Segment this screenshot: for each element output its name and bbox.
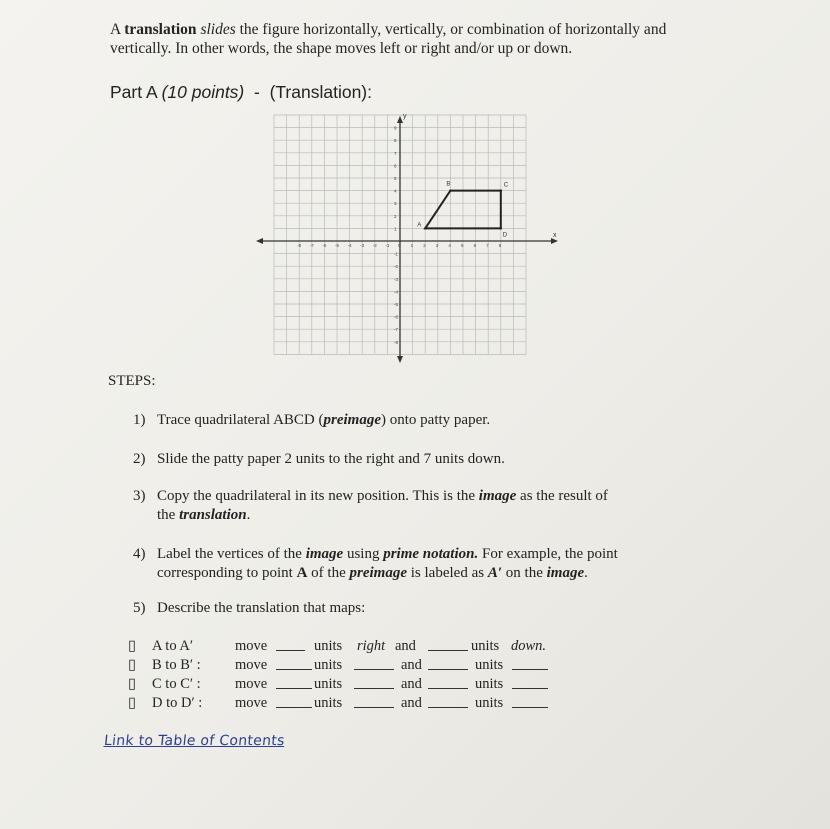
vertex-point bbox=[500, 227, 502, 229]
answer-blank[interactable] bbox=[512, 695, 548, 708]
y-tick-label: 6 bbox=[394, 163, 397, 169]
checkbox[interactable]: ▯ bbox=[128, 657, 136, 673]
x-tick-label: 3 bbox=[435, 243, 439, 248]
step-text: . bbox=[246, 507, 251, 523]
x-tick-label: 4 bbox=[448, 243, 451, 248]
step-5 bbox=[133, 599, 693, 618]
intro-verb: slides bbox=[200, 21, 236, 38]
step-2 bbox=[133, 450, 693, 469]
answer-blank[interactable] bbox=[354, 695, 394, 708]
x-tick-label: 1 bbox=[410, 243, 414, 248]
vertex-point bbox=[449, 189, 451, 191]
step-text: Describe the translation that maps: bbox=[157, 600, 366, 616]
y-tick-label: 8 bbox=[394, 138, 397, 144]
intro-lead: A bbox=[110, 21, 121, 38]
step-text: For example, the point bbox=[478, 546, 618, 562]
units-label: units bbox=[314, 676, 343, 692]
step-emphasis: image bbox=[546, 565, 585, 581]
y-tick-label: -5 bbox=[394, 302, 399, 307]
step-number: 3) bbox=[133, 488, 146, 504]
step-text: ) onto patty paper. bbox=[381, 412, 491, 428]
y-tick-label: 9 bbox=[394, 125, 397, 131]
answer-blank[interactable] bbox=[512, 657, 548, 670]
units-label: units bbox=[314, 638, 343, 654]
and-label: and bbox=[401, 676, 422, 692]
checkbox[interactable]: ▯ bbox=[128, 695, 136, 711]
step-emphasis: A′ bbox=[487, 565, 503, 581]
steps-heading: STEPS: bbox=[108, 373, 156, 389]
x-tick-label: 2 bbox=[423, 243, 426, 248]
units-label: units bbox=[475, 657, 504, 673]
x-tick-label: 7 bbox=[486, 243, 489, 248]
answer-blank[interactable] bbox=[276, 638, 305, 651]
y-tick-label: 3 bbox=[394, 201, 397, 207]
step-emphasis: translation bbox=[179, 507, 247, 523]
step-text: is labeled as bbox=[407, 565, 488, 581]
units-label: units bbox=[475, 695, 504, 711]
table-of-contents-link[interactable]: Link to Table of Contents bbox=[103, 733, 286, 749]
step-number: 2) bbox=[133, 451, 146, 467]
units-label: units bbox=[475, 676, 504, 692]
x-axis-label: x bbox=[553, 232, 557, 239]
answer-blank[interactable] bbox=[428, 657, 468, 670]
step-text: Label the vertices of the bbox=[157, 546, 306, 562]
y-tick-label: -2 bbox=[394, 264, 399, 270]
step-text: corresponding to point bbox=[157, 565, 297, 581]
step-3 bbox=[133, 487, 693, 525]
y-tick-label: 1 bbox=[394, 226, 397, 232]
move-label: move bbox=[235, 657, 268, 673]
x-tick-label: -2 bbox=[372, 243, 377, 248]
x-tick-label: -5 bbox=[335, 243, 340, 248]
direction-label: right bbox=[357, 638, 386, 654]
y-tick-label: 2 bbox=[394, 213, 397, 219]
vertex-point bbox=[424, 227, 426, 229]
checkbox[interactable]: ▯ bbox=[128, 638, 136, 654]
y-axis-arrow bbox=[397, 356, 403, 363]
step-number: 5) bbox=[133, 600, 146, 616]
y-tick-label: -4 bbox=[394, 289, 399, 295]
step-text: the bbox=[157, 507, 180, 523]
step-4 bbox=[133, 545, 703, 583]
intro-rest: the figure horizontally, vertically, or combination of horizontally and vertically. In other words, the shape moves left or right and/or up or down. bbox=[110, 21, 667, 57]
vertex-point bbox=[500, 189, 502, 191]
part-label: Part A bbox=[110, 82, 157, 102]
x-tick-label: -6 bbox=[322, 243, 327, 248]
part-a-heading bbox=[110, 82, 372, 103]
vertex-label: B bbox=[446, 181, 451, 188]
vertex-pair: A to A′ bbox=[152, 638, 194, 654]
answer-blank[interactable] bbox=[354, 657, 394, 670]
step-text: Trace quadrilateral ABCD ( bbox=[157, 412, 324, 428]
y-tick-label: -7 bbox=[394, 327, 399, 333]
vertex-pair: C to C′ : bbox=[152, 676, 201, 692]
y-tick-label: -8 bbox=[394, 339, 399, 345]
step-emphasis: preimage bbox=[349, 565, 407, 581]
vertex-label: C bbox=[503, 182, 509, 189]
step-number: 4) bbox=[133, 546, 146, 562]
step-1 bbox=[133, 411, 693, 430]
vertex-pair: B to B′ : bbox=[152, 657, 201, 673]
x-tick-label: -8 bbox=[297, 243, 302, 248]
y-tick-label: 5 bbox=[394, 176, 397, 181]
step-text: on the bbox=[502, 565, 547, 581]
step-number: 1) bbox=[133, 412, 146, 428]
x-tick-label: 0 bbox=[398, 243, 401, 248]
y-tick-label: -6 bbox=[394, 314, 399, 320]
x-tick-label: -7 bbox=[309, 243, 314, 248]
x-tick-label: -3 bbox=[360, 243, 365, 248]
and-label: and bbox=[401, 695, 422, 711]
step-emphasis: image bbox=[305, 546, 344, 562]
answer-blank[interactable] bbox=[428, 638, 468, 651]
and-label: and bbox=[401, 657, 422, 673]
y-axis-label: y bbox=[403, 113, 407, 120]
x-tick-label: -1 bbox=[385, 243, 390, 248]
step-emphasis: prime notation. bbox=[383, 546, 479, 562]
units-label: units bbox=[314, 695, 343, 711]
move-label: move bbox=[235, 676, 268, 692]
and-label: and bbox=[395, 638, 416, 654]
vertex-label: A bbox=[417, 222, 422, 229]
step-text: . bbox=[584, 565, 588, 581]
units-label: units bbox=[471, 638, 500, 654]
step-text: of the bbox=[307, 565, 350, 581]
answer-blank[interactable] bbox=[428, 676, 468, 689]
step-text: using bbox=[343, 546, 384, 562]
step-text: as the result of bbox=[516, 488, 608, 504]
x-tick-label: 5 bbox=[461, 243, 464, 248]
answer-blank[interactable] bbox=[354, 676, 394, 689]
vertex-label: D bbox=[502, 232, 508, 239]
move-label: move bbox=[235, 695, 268, 711]
step-emphasis: A bbox=[296, 565, 308, 581]
y-tick-label: 7 bbox=[394, 150, 397, 156]
y-tick-label: -3 bbox=[394, 276, 399, 282]
move-label: move bbox=[235, 638, 268, 654]
checkbox[interactable]: ▯ bbox=[128, 676, 136, 692]
answer-blank[interactable] bbox=[276, 695, 312, 708]
coordinate-grid bbox=[255, 110, 560, 365]
x-axis-arrow bbox=[256, 238, 263, 244]
step-emphasis: image bbox=[478, 488, 517, 504]
y-tick-label: -1 bbox=[394, 251, 399, 257]
x-tick-label: 6 bbox=[473, 243, 477, 248]
vertex-pair: D to D′ : bbox=[152, 695, 203, 711]
part-title: (Translation): bbox=[269, 82, 372, 102]
part-points: (10 points) bbox=[161, 82, 245, 102]
x-tick-label: -4 bbox=[347, 243, 352, 248]
units-label: units bbox=[314, 657, 343, 673]
answer-blank[interactable] bbox=[276, 657, 312, 670]
step-text: Slide the patty paper 2 units to the right and 7 units down. bbox=[157, 451, 505, 467]
intro-paragraph bbox=[110, 20, 730, 58]
answer-blank[interactable] bbox=[428, 695, 468, 708]
step-emphasis: preimage bbox=[323, 412, 381, 428]
x-tick-label: 8 bbox=[498, 243, 502, 248]
intro-term: translation bbox=[124, 21, 197, 38]
direction-label: down. bbox=[511, 638, 547, 654]
answer-blank[interactable] bbox=[276, 676, 312, 689]
answer-blank[interactable] bbox=[512, 676, 548, 689]
part-dash: - bbox=[254, 82, 260, 102]
y-tick-label: 4 bbox=[394, 188, 397, 194]
step-text: Copy the quadrilateral in its new position. This is the bbox=[157, 488, 479, 504]
